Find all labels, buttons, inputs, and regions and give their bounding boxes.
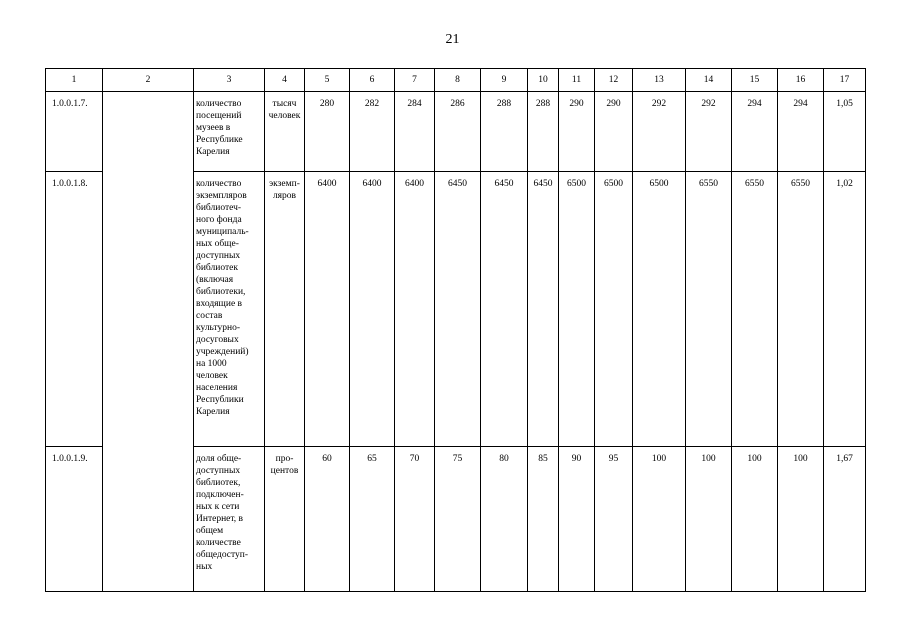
value-cell: 288 (481, 92, 528, 172)
indicator-code: 1.0.0.1.7. (46, 92, 103, 172)
indicator-description: количество посещений музеев в Республике Карелия (194, 92, 265, 172)
header-cell: 1 (46, 69, 103, 92)
value-cell: 6550 (778, 172, 824, 447)
value-cell: 6450 (481, 172, 528, 447)
header-cell: 7 (395, 69, 435, 92)
value-cell: 6450 (435, 172, 481, 447)
value-cell: 65 (350, 447, 395, 592)
indicator-description: количество экземпляров библиотеч- ного фонда муниципаль- ных обще- доступных библиотек (включая библиотеки, входящие в состав культурно- досуговых учреждений) на 1000 человек населения Республики Карелия (194, 172, 265, 447)
value-cell: 6550 (686, 172, 732, 447)
value-cell: 80 (481, 447, 528, 592)
value-cell: 6500 (633, 172, 686, 447)
value-cell: 286 (435, 92, 481, 172)
value-cell: 6500 (595, 172, 633, 447)
header-cell: 10 (528, 69, 559, 92)
value-cell: 6400 (305, 172, 350, 447)
value-cell: 292 (686, 92, 732, 172)
header-cell: 4 (265, 69, 305, 92)
value-cell: 288 (528, 92, 559, 172)
header-cell: 15 (732, 69, 778, 92)
indicator-description: доля обще- доступных библиотек, подключен- ных к сети Интернет, в общем количестве общедоступ- ных (194, 447, 265, 592)
indicator-unit: экземп- ляров (265, 172, 305, 447)
value-cell: 100 (732, 447, 778, 592)
header-cell: 3 (194, 69, 265, 92)
value-cell: 75 (435, 447, 481, 592)
value-cell: 90 (559, 447, 595, 592)
value-cell: 100 (633, 447, 686, 592)
header-cell: 17 (824, 69, 866, 92)
column-2-cell (103, 92, 194, 592)
header-cell: 5 (305, 69, 350, 92)
value-cell: 294 (778, 92, 824, 172)
indicators-table (45, 68, 866, 592)
value-cell: 6550 (732, 172, 778, 447)
indicator-code: 1.0.0.1.9. (46, 447, 103, 592)
header-cell: 8 (435, 69, 481, 92)
header-cell: 2 (103, 69, 194, 92)
value-cell: 290 (559, 92, 595, 172)
value-cell: 282 (350, 92, 395, 172)
indicator-code: 1.0.0.1.8. (46, 172, 103, 447)
header-cell: 13 (633, 69, 686, 92)
value-cell: 294 (732, 92, 778, 172)
header-cell: 6 (350, 69, 395, 92)
value-cell: 280 (305, 92, 350, 172)
indicator-unit: про- центов (265, 447, 305, 592)
value-cell: 100 (778, 447, 824, 592)
header-cell: 9 (481, 69, 528, 92)
value-cell: 60 (305, 447, 350, 592)
value-cell: 6400 (350, 172, 395, 447)
value-cell: 6450 (528, 172, 559, 447)
ratio-cell: 1,05 (824, 92, 866, 172)
header-row (46, 69, 866, 92)
header-cell: 16 (778, 69, 824, 92)
table-row (46, 92, 866, 172)
header-cell: 11 (559, 69, 595, 92)
value-cell: 6400 (395, 172, 435, 447)
value-cell: 284 (395, 92, 435, 172)
value-cell: 100 (686, 447, 732, 592)
value-cell: 290 (595, 92, 633, 172)
value-cell: 70 (395, 447, 435, 592)
value-cell: 6500 (559, 172, 595, 447)
header-cell: 14 (686, 69, 732, 92)
value-cell: 85 (528, 447, 559, 592)
page-number: 21 (445, 32, 460, 47)
header-cell: 12 (595, 69, 633, 92)
value-cell: 95 (595, 447, 633, 592)
ratio-cell: 1,02 (824, 172, 866, 447)
value-cell: 292 (633, 92, 686, 172)
ratio-cell: 1,67 (824, 447, 866, 592)
indicator-unit: тысяч человек (265, 92, 305, 172)
